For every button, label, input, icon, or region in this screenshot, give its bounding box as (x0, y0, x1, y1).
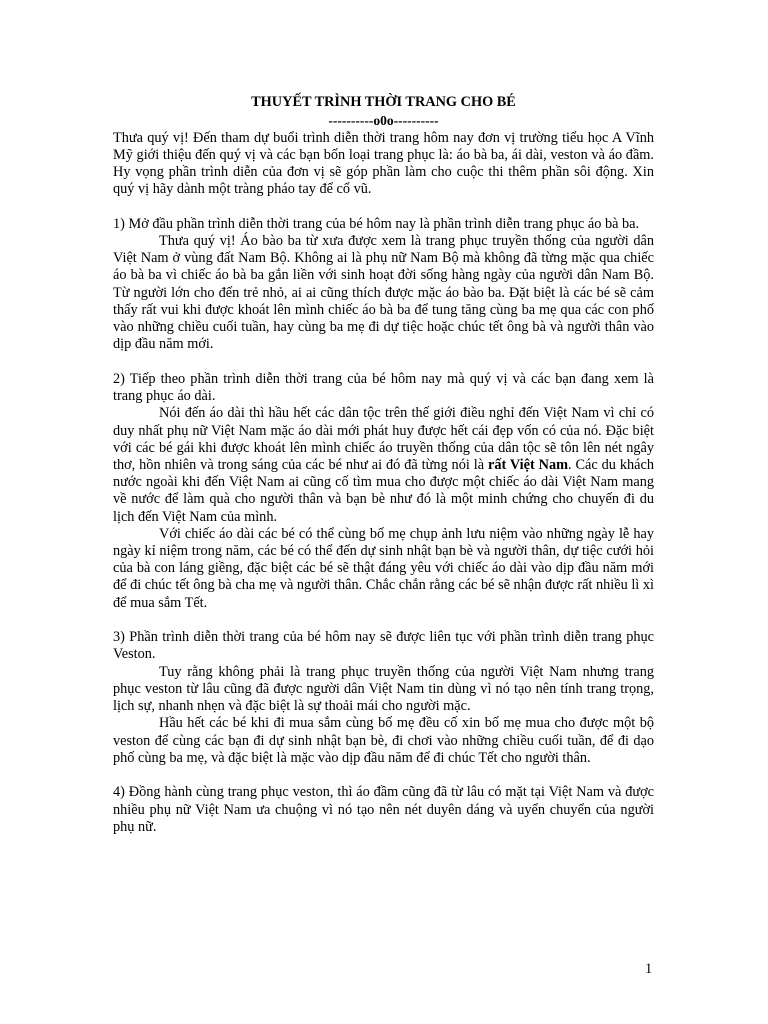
document-page (113, 94, 654, 836)
bold-emphasis: rất Việt Nam (487, 456, 569, 473)
section-3-paragraph-1: Tuy rằng không phải là trang phục truyền thống của người Việt Nam nhưng trang phục veston từ lâu cũng đã được người dân Việt Nam tin dùng vì nó tạo nên tính trang trọng, lịch sự, nhanh nhẹn và đặc biệt là sự thoải mái cho người mặc. (113, 663, 654, 715)
text-run: Nói đến áo dài thì hầu hết các dân tộc trên thế giới điều nghỉ đến Việt Nam vì chỉ có duy nhất phụ nữ Việt Nam mặc áo dài mới phát huy được hết cái đẹp vốn có của nó. Đặc biệt với các bé gái khi được khoát lên mình chiếc áo truyền thống của dân tộc sẽ tôn lên nét ngây thơ, hồn nhiên và trong sáng của các bé như ai đó đã từng nói là (113, 405, 654, 473)
intro-paragraph: Thưa quý vị! Đến tham dự buổi trình diễn thời trang hôm nay đơn vị trường tiểu học A Vĩnh Mỹ giới thiệu đến quý vị và các bạn bốn loại trang phục là: áo bà ba, ái dài, veston và áo đầm. Hy vọng phần trình diễn của đơn vị sẽ góp phần làm cho cuộc thi thêm phần sôi động. Xin quý vị hãy dành một tràng pháo tay để cổ vũ. (113, 129, 654, 198)
section-2-paragraph-2: Với chiếc áo dài các bé có thể cùng bố mẹ chụp ảnh lưu niệm vào những ngày lễ hay ngày kỉ niệm trong năm, các bé có thể đến dự sinh nhật bạn bè và người thân, dự tiệc cưới hỏi của bà con láng giềng, đặc biệt các bé sẽ thật đáng yêu với chiếc áo dài vào dịp đầu năm mới để đi chúc tết ông bà cha mẹ và người thân. Chắc chắn rằng các bé sẽ nhận được rất nhiều lì xì để mua sắm Tết. (113, 525, 654, 611)
section-3-heading: 3) Phần trình diễn thời trang của bé hôm nay sẽ được liên tục với phần trình diễn trang phục Veston. (113, 629, 654, 663)
section-4-heading: 4) Đồng hành cùng trang phục veston, thì áo đầm cũng đã từ lâu có mặt tại Việt Nam và được nhiều phụ nữ Việt Nam ưa chuộng vì nó tạo nên nét duyên dáng và uyển chuyển của người phụ nữ. (113, 784, 654, 835)
paragraph-gap (113, 353, 654, 371)
paragraph-gap (113, 612, 654, 630)
page-number: 1 (645, 961, 653, 977)
section-2-paragraph-1 (113, 405, 654, 525)
paragraph-gap (113, 767, 654, 785)
section-1-paragraph: Thưa quý vị! Áo bào ba từ xưa được xem là trang phục truyền thống của người dân Việt Nam ở vùng đất Nam Bộ. Không ai là phụ nữ Nam Bộ mà không đã từng mặc qua chiếc áo bà ba vì chiếc áo bà ba gắn liền với sinh hoạt đời sống hàng ngày của người dân Nam Bộ. Từ người lớn cho đến trẻ nhỏ, ai ai cũng thích được mặc áo bào ba. Đặt biệt là các bé sẽ cảm thấy rất vui khi được khoát lên mình chiếc áo bà ba để tung tăng cùng ba mẹ qua các con phố vào những chiều cuối tuần, hay cùng ba mẹ đi dự tiệc hoặc chúc tết ông bà và người thân vào dịp đầu năm mới. (113, 233, 654, 353)
section-3-paragraph-2: Hầu hết các bé khi đi mua sắm cùng bố mẹ đều cố xin bố mẹ mua cho được một bộ veston để cùng các bạn đi dự sinh nhật bạn bè, đi chơi vào những chiều cuối tuần, để đi dạo phố cùng ba mẹ, và đặc biệt là mặc vào dịp đầu năm để đi chúc Tết cho người thân. (113, 715, 654, 766)
paragraph-gap (113, 198, 654, 216)
section-2-heading: 2) Tiếp theo phần trình diễn thời trang của bé hôm nay mà quý vị và các bạn đang xem là trang phục áo dài. (113, 370, 654, 405)
section-1-heading: 1) Mở đầu phần trình diễn thời trang của bé hôm nay là phần trình diễn trang phục áo bà ba. (113, 215, 640, 232)
text-run: . Các du khách nước ngoài khi đến Việt Nam ai cũng cố tìm mua cho được một chiếc áo dài Việt Nam mang về nước để làm quà cho người thân và bạn bè như đó là một minh chứng cho chuyến đi du lịch đến Việt Nam của mình. (113, 456, 654, 525)
document-title: THUYẾT TRÌNH THỜI TRANG CHO BÉ (251, 94, 516, 110)
title-divider: ----------o0o---------- (328, 112, 439, 128)
